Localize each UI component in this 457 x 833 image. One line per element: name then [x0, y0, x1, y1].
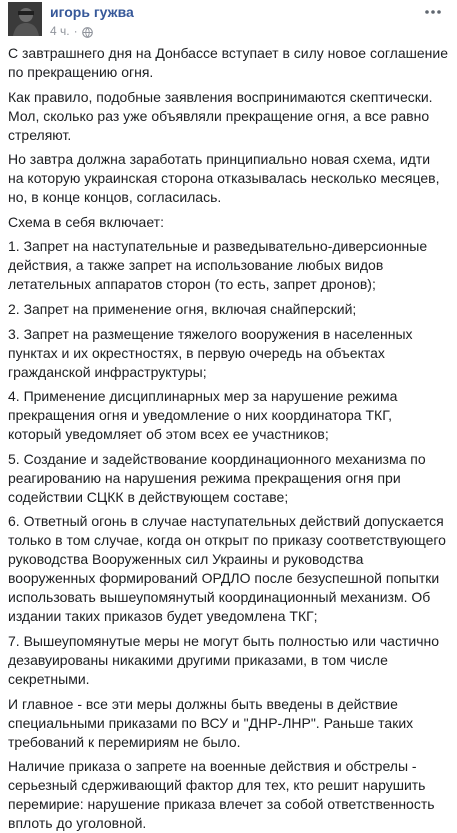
post-paragraph: Наличие приказа о запрете на военные действия и обстрелы - серьезный сдерживающий фактор для тех, кто решит нарушить перемирие: нарушение приказа влечет за собой ответственность вплоть до уголовной. — [8, 758, 435, 832]
post-header — [8, 0, 449, 44]
avatar-image — [8, 2, 42, 36]
post-paragraph: 5. Создание и задействование координационного механизма по реагированию на нарушения режима прекращения огня при содействии СЦКК в действующем составе; — [8, 450, 426, 505]
post-paragraph: Как правило, подобные заявления воспринимаются скептически. Мол, сколько раз уже объявляли прекращение огня, а все равно стреляют. — [8, 88, 433, 143]
post-paragraph: 3. Запрет на размещение тяжелого вооружения в населенных пунктах и их окрестностях, в первую очередь на объектах гражданской инфраструктуры; — [8, 325, 413, 380]
post-paragraph: Но завтра должна заработать принципиально новая схема, идти на которую украинская сторона отказывалась несколько месяцев, но, в конце концов, согласилась. — [8, 151, 440, 206]
globe-icon — [82, 26, 93, 37]
avatar[interactable] — [8, 2, 42, 36]
post-paragraph: 1. Запрет на наступательные и разведывательно-диверсионные действия, а также запрет на использование любых видов летательных аппаратов сторон (то есть, запрет дронов); — [8, 238, 428, 293]
post-timestamp[interactable]: 4 ч. — [50, 24, 70, 38]
post-paragraph: Схема в себя включает: — [8, 213, 164, 230]
post-body — [8, 44, 449, 833]
post-paragraph: С завтрашнего дня на Донбассе вступает в силу новое соглашение по прекращению огня. — [8, 45, 448, 80]
time-separator: · — [73, 24, 78, 38]
author-name[interactable]: игорь гужва — [50, 4, 134, 20]
more-options-button[interactable] — [421, 2, 445, 22]
post-time-row — [50, 23, 134, 39]
post-paragraph: 4. Применение дисциплинарных мер за нарушение режима прекращения огня и уведомление о них координатора ТКГ, который уведомляет об этом всех ее участников; — [8, 388, 398, 443]
post-meta — [50, 2, 134, 39]
post-paragraph: 6. Ответный огонь в случае наступательных действий допускается только в том случае, когда он открыт по приказу соответствующего руководства Вооруженных сил Украины и руководства вооруженных формирований ОРДЛО после безуспешной попытки использовать вышеупомянутый координационный механизм. Об издании таких приказов будет уведомлена ТКГ; — [8, 513, 446, 625]
post-paragraph: 2. Запрет на применение огня, включая снайперский; — [8, 300, 357, 317]
more-dots-icon — [425, 10, 441, 14]
post-paragraph: 7. Вышеупомянутые меры не могут быть полностью или частично дезавуированы никакими другими приказами, в том числе секретными. — [8, 632, 439, 687]
post-paragraph: И главное - все эти меры должны быть введены в действие специальными приказами по ВСУ и "ДНР-ЛНР". Раньше таких требований к перемириям не было. — [8, 695, 414, 750]
